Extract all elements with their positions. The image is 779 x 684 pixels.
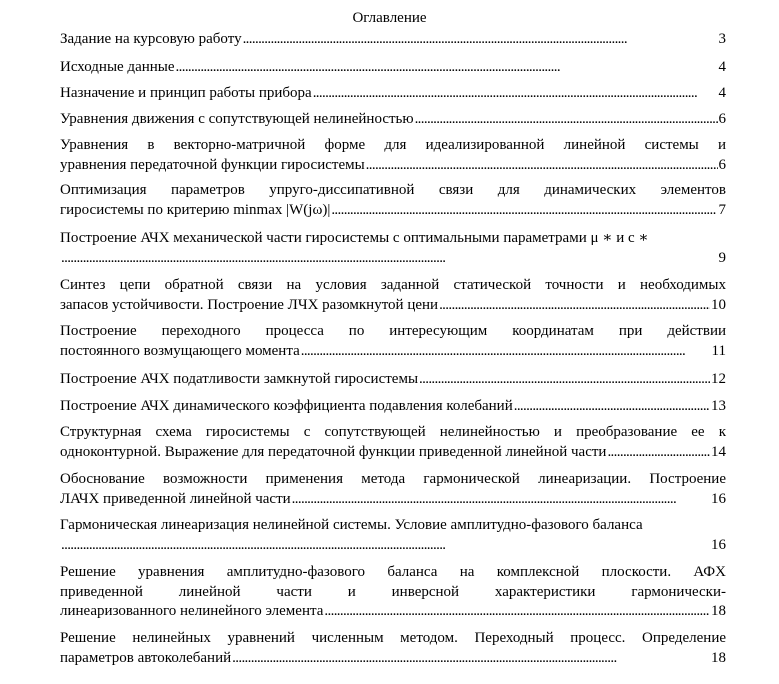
toc-page-number: 16 bbox=[711, 536, 726, 553]
toc-title: Оглавление bbox=[352, 10, 427, 26]
toc-entry-text: уравнения передаточной функции гиросистемы bbox=[60, 156, 365, 173]
toc-entry-text: Исходные данные bbox=[60, 59, 175, 75]
toc-entry-text: Построение переходного процесса по интересующим координатам при действии bbox=[60, 323, 726, 339]
toc-entry-text: приведенной линейной части и инверсной характеристики гармонически- bbox=[60, 583, 726, 600]
toc-entry-text: ЛАЧХ приведенной линейной части bbox=[60, 490, 291, 507]
toc-entry-text: постоянного возмущающего момента bbox=[60, 342, 300, 359]
toc-entry-text: Структурная схема гиросистемы с сопутствующей нелинейностью и преобразование ее к bbox=[60, 424, 726, 440]
dot-leader bbox=[301, 342, 711, 362]
dot-leader bbox=[243, 30, 718, 50]
dot-leader bbox=[514, 397, 710, 417]
toc-entry-text: линеаризованного нелинейного элемента bbox=[60, 603, 324, 619]
toc-entry[interactable] bbox=[60, 516, 726, 555]
toc-entry[interactable] bbox=[60, 322, 726, 361]
toc-entry[interactable] bbox=[60, 30, 726, 50]
toc-page-number: 16 bbox=[711, 490, 726, 507]
toc-entry[interactable] bbox=[60, 84, 726, 104]
toc-page-number: 18 bbox=[711, 649, 726, 666]
toc-entry[interactable] bbox=[60, 229, 726, 268]
dot-leader bbox=[324, 602, 710, 622]
toc-entry[interactable] bbox=[60, 136, 726, 175]
toc-page-number: 12 bbox=[711, 371, 726, 387]
toc-entry[interactable] bbox=[60, 397, 726, 417]
toc-entry[interactable] bbox=[60, 563, 726, 622]
dot-leader bbox=[61, 536, 710, 556]
toc-page-number: 9 bbox=[718, 249, 726, 266]
toc-entry-text: Назначение и принцип работы прибора bbox=[60, 85, 312, 101]
toc-entry-text: Решение уравнения амплитудно-фазового баланса на комплексной плоскости. АФХ bbox=[60, 564, 726, 580]
toc-entry-text: Задание на курсовую работу bbox=[60, 31, 242, 47]
dot-leader bbox=[176, 58, 718, 78]
toc-entry-text: параметров автоколебаний bbox=[60, 649, 232, 666]
toc-entry-text: одноконтурной. Выражение для передаточной функции приведенной линейной части bbox=[60, 443, 607, 460]
toc-page-number: 6 bbox=[718, 111, 726, 127]
toc-entry-text: Обоснование возможности применения метода гармонической линеаризации. Построение bbox=[60, 471, 726, 487]
toc-entry-text: Решение нелинейных уравнений численным методом. Переходный процесс. Определение bbox=[60, 630, 726, 646]
toc-entry[interactable] bbox=[60, 110, 726, 130]
toc-entry[interactable] bbox=[60, 629, 726, 668]
toc-entry-text: Уравнения в векторно-матричной форме для идеализированной линейной системы и bbox=[60, 137, 726, 153]
dot-leader bbox=[607, 443, 710, 463]
toc-page-number: 18 bbox=[711, 603, 726, 619]
toc-entry-text: Оптимизация параметров упруго-диссипативной связи для динамических элементов bbox=[60, 182, 726, 198]
toc-entry[interactable] bbox=[60, 470, 726, 509]
dot-leader bbox=[366, 156, 718, 176]
toc-page-number: 7 bbox=[718, 201, 726, 218]
dot-leader bbox=[415, 110, 718, 130]
toc-page-number: 11 bbox=[711, 342, 726, 359]
dot-leader bbox=[419, 370, 710, 390]
toc-entry-text: Построение АЧХ механической части гиросистемы с оптимальными параметрами μ ∗ и c ∗ bbox=[60, 230, 649, 246]
toc-entry[interactable] bbox=[60, 181, 726, 220]
toc-entry-text: запасов устойчивости. Построение ЛЧХ разомкнутой цени bbox=[60, 296, 439, 313]
toc-page-number: 13 bbox=[711, 398, 726, 414]
toc-page-number: 6 bbox=[718, 156, 726, 173]
toc-page-number: 4 bbox=[718, 85, 726, 101]
toc-entry-text: Построение АЧХ податливости замкнутой гиросистемы bbox=[60, 371, 419, 387]
dot-leader bbox=[61, 249, 718, 269]
toc-entry-text: Построение АЧХ динамического коэффициента подавления колебаний bbox=[60, 398, 513, 414]
toc-entry[interactable] bbox=[60, 58, 726, 78]
toc-entry-text: Гармоническая линеаризация нелинейной системы. Условие амплитудно-фазового баланса bbox=[60, 517, 643, 533]
toc-page-number: 4 bbox=[718, 59, 726, 75]
dot-leader bbox=[313, 84, 718, 104]
dot-leader bbox=[439, 296, 710, 316]
dot-leader bbox=[232, 649, 710, 669]
toc-entry-text: Уравнения движения с сопутствующей нелинейностью bbox=[60, 111, 414, 127]
toc-entry-text: Синтез цепи обратной связи на условия заданной статической точности и необходимых bbox=[60, 277, 726, 293]
toc-entry-text: гиросистемы по критерию minmax |W(jω)| bbox=[60, 201, 331, 218]
dot-leader bbox=[292, 490, 710, 510]
toc-entry[interactable] bbox=[60, 370, 726, 390]
toc-page-number: 3 bbox=[718, 31, 726, 47]
toc-page-number: 10 bbox=[711, 296, 726, 313]
toc-page-number: 14 bbox=[711, 443, 726, 460]
dot-leader bbox=[331, 201, 717, 221]
toc-entry[interactable] bbox=[60, 276, 726, 315]
toc-entry[interactable] bbox=[60, 423, 726, 462]
